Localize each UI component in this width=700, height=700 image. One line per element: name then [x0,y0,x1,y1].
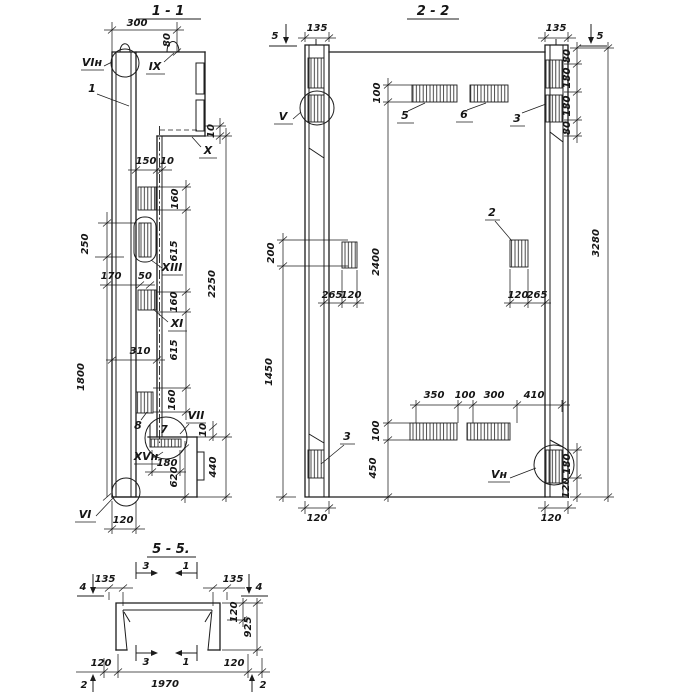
dim-1970: 1970 [151,679,179,690]
dim-135-right: 135 [545,23,567,34]
dim-300: 300 [483,390,505,401]
section-5-5-dimensions [76,574,270,690]
cut-marker-1-bottom [175,645,197,668]
dim-150: 150 [135,156,157,167]
label-6: 6 [460,108,468,121]
cut-marker-5-right [579,24,607,46]
cut-marker-label: 1 [182,561,190,572]
dim-1450: 1450 [264,358,275,386]
key-notch [197,452,204,480]
label-vi-bottom: VI [78,508,92,521]
dim-120-bottom-left: 120 [306,513,328,524]
cut-marker-label: 5 [596,31,604,42]
embed-plate-hatch [467,423,510,440]
embed-plate-hatch [546,60,562,88]
key-notch [196,100,204,131]
cut-marker-2-right [249,674,267,692]
section-1-1 [75,4,232,534]
dim-250: 250 [80,233,91,255]
label-8: 8 [134,419,142,432]
dim-80: 80 [162,33,173,47]
embed-plate-hatch [139,223,151,257]
arrow-left-icon [175,650,182,656]
embed-plate-hatch [138,290,156,310]
embed-plate-hatch [546,450,562,483]
arrow-up-icon [90,674,96,681]
dim-300: 300 [126,18,148,29]
arrow-right-icon [151,570,158,576]
arrow-right-icon [151,650,158,656]
arrow-up-icon [249,674,255,681]
dim-265-left: 265 [321,290,343,301]
embed-plate-hatch [470,85,508,102]
dim-180-a: 180 [562,67,573,89]
dim-440: 440 [208,456,219,478]
dim-120-left: 120 [340,290,362,301]
dim-135-left: 135 [94,574,116,585]
label-1: 1 [88,82,96,95]
arrow-left-icon [175,570,182,576]
embed-plate-hatch [308,450,324,478]
cut-marker-label: 1 [182,657,190,668]
embed-plate-hatch [510,240,528,267]
dim-50: 50 [138,271,152,282]
cut-marker-label: 3 [142,561,150,572]
label-vn: Vн [490,468,508,481]
dim-180: 180 [156,458,178,469]
dim-120-right: 120 [507,290,529,301]
cut-marker-5-left [269,24,297,46]
label-v: V [278,110,288,123]
cut-marker-label: 5 [271,31,279,42]
dim-160-a: 160 [170,188,181,210]
section-1-1-geometry [112,42,205,498]
dim-310: 310 [129,346,151,357]
dim-135-left: 135 [306,23,328,34]
cut-marker-label: 4 [79,582,87,593]
label-vii: VII [187,409,205,422]
dim-2250: 2250 [207,270,218,298]
dim-160-c: 160 [167,389,178,411]
dim-80-a: 80 [562,49,573,63]
embed-plate-hatch [308,58,324,88]
label-x: X [203,144,213,157]
section-5-5-title: 5 - 5. [152,542,190,557]
dim-100-top: 100 [372,82,383,104]
arrow-down-icon [588,37,594,44]
dim-200: 200 [266,242,277,264]
dim-180-b: 180 [562,95,573,117]
dim-620: 620 [169,466,180,488]
label-ix: IX [148,60,162,73]
embed-plate-hatch [410,423,457,440]
embed-plate-hatch [150,439,181,447]
embed-plate-hatch [342,242,357,268]
dim-3280: 3280 [591,229,602,257]
cut-marker-2-left [81,674,96,692]
dim-120-bottom-left: 120 [90,658,112,669]
dim-120-right-rib: 120 [561,477,572,499]
dim-265-right: 265 [526,290,548,301]
dim-1800: 1800 [76,363,87,391]
dim-100-mid: 100 [454,390,476,401]
cut-marker-label: 2 [259,680,267,691]
dim-80-b: 80 [562,121,573,135]
dim-410: 410 [523,390,545,401]
label-5: 5 [401,109,409,122]
cut-marker-3-bottom [136,645,158,668]
label-7: 7 [160,423,168,436]
embed-plate-hatch [546,95,562,122]
dim-135-right: 135 [222,574,244,585]
label-3-top: 3 [513,112,521,125]
embed-plate-hatch [412,85,457,102]
dim-170: 170 [100,271,122,282]
arrow-down-icon [246,587,252,594]
cut-marker-4-right [241,574,268,596]
cut-marker-label: 2 [80,680,88,691]
label-vi-top: VIн [81,56,103,69]
dim-100-bottom: 100 [371,420,382,442]
arrow-down-icon [283,37,289,44]
cut-marker-label: 3 [142,657,150,668]
dim-120-bottom: 120 [112,515,134,526]
dim-925: 925 [243,616,254,638]
lifting-loop-small [120,44,130,52]
dim-615-a: 615 [169,240,180,262]
label-xv: XVн [133,450,159,463]
label-2: 2 [488,206,496,219]
section-2-2-title: 2 - 2 [416,4,450,19]
cut-marker-label: 4 [255,582,263,593]
dim-160-b: 160 [169,291,180,313]
dim-120-bottom-right: 120 [223,658,245,669]
embed-plate-hatch [138,187,156,210]
arrow-down-icon [90,587,96,594]
section-5-5 [76,542,270,692]
dim-120-flange: 120 [229,601,240,623]
section-1-1-title: 1 - 1 [151,4,185,19]
cut-marker-3-top [136,561,158,579]
embed-plate-hatch [136,392,153,413]
section-2-2 [264,4,614,524]
dim-10-step: 10 [206,124,217,138]
dim-615-b: 615 [169,339,180,361]
label-xiii: XIII [161,261,183,274]
dim-10-plate: 10 [198,423,209,437]
cut-marker-1-top [175,561,197,579]
label-xi: XI [170,317,184,330]
dim-450: 450 [368,457,379,479]
section-5-5-geometry [116,603,220,650]
dim-2400: 2400 [371,248,382,276]
key-notch [196,63,204,94]
dim-10-web: 10 [160,156,174,167]
embed-plate-hatch [308,95,324,122]
dim-180-right: 180 [562,453,573,475]
dim-350: 350 [423,390,445,401]
detail-circle-vi-top [111,49,139,77]
dim-120-bottom-right: 120 [540,513,562,524]
label-3-bottom: 3 [343,430,351,443]
